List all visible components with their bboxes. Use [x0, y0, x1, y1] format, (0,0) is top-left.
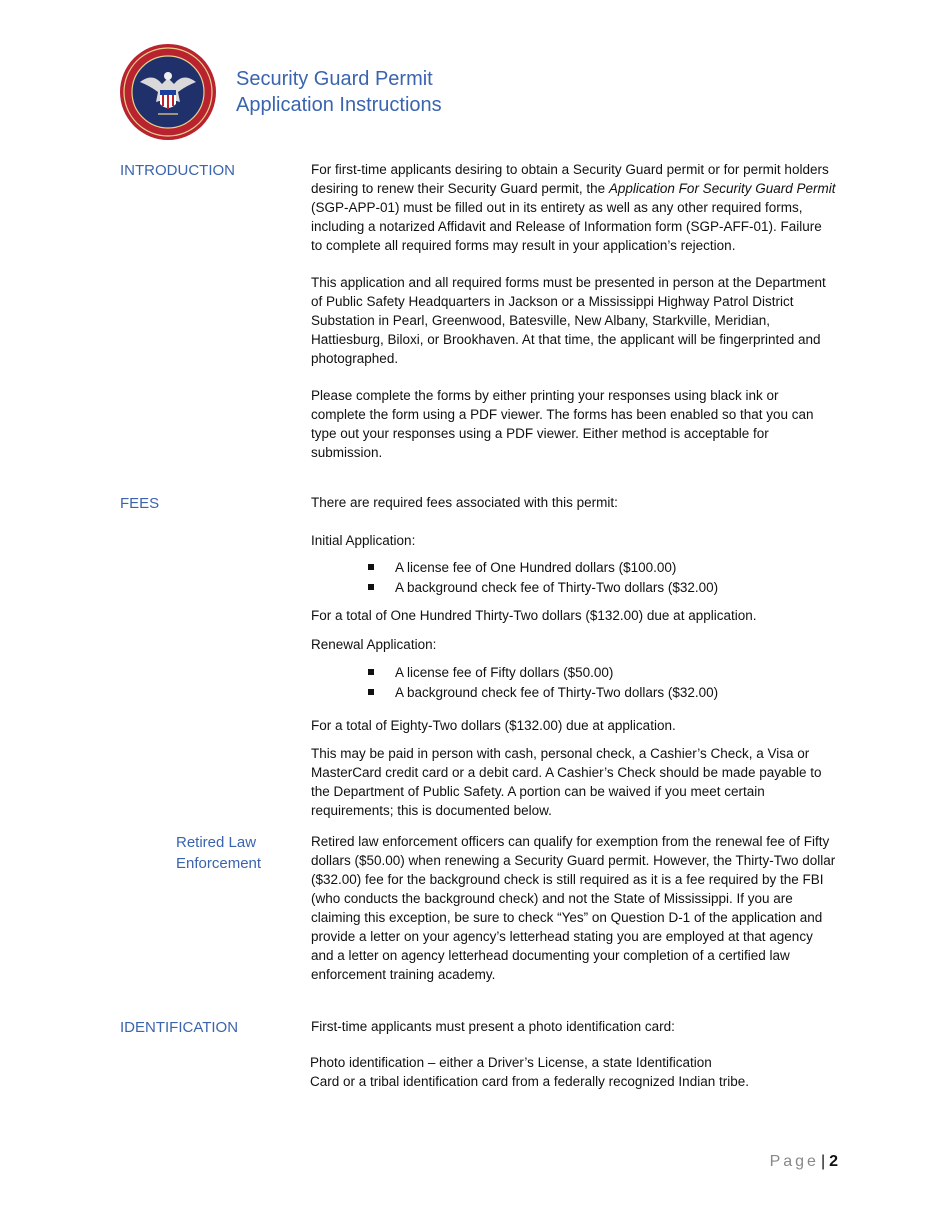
department-seal-logo	[118, 42, 218, 142]
renewal-application-heading: Renewal Application:	[311, 637, 437, 652]
title-line-2: Application Instructions	[236, 94, 442, 116]
section-label-identification: IDENTIFICATION	[120, 1019, 239, 1036]
section-label-introduction: INTRODUCTION	[120, 162, 235, 179]
introduction-body	[311, 160, 836, 462]
list-item: A background check fee of Thirty-Two dollars ($32.00)	[311, 683, 718, 703]
section-label-fees: FEES	[120, 495, 160, 512]
page-footer: Page | 2	[769, 1153, 838, 1170]
intro-paragraph-1: For first-time applicants desiring to obtain a Security Guard permit or for permit holders desiring to renew their Security Guard permit, the Application For Security Guard Permit (SGP-APP-01) must be filled out in its entirety as well as any other required forms, including a notarized Affidavit and Release of Information form (SGP-AFF-01). Failure to complete all required forms may result in your application’s rejection.	[311, 162, 836, 253]
identification-intro: First-time applicants must present a photo identification card:	[311, 1019, 675, 1034]
fees-intro: There are required fees associated with this permit:	[311, 495, 618, 510]
list-item: A background check fee of Thirty-Two dollars ($32.00)	[311, 578, 718, 598]
payment-paragraph: This may be paid in person with cash, personal check, a Cashier’s Check, a Visa or MasterCard credit card or a debit card. A Cashier’s Check should be made payable to the Department of Public Safety. A portion can be waived if you meet certain requirements; this is documented below.	[311, 746, 822, 818]
intro-paragraph-2: This application and all required forms must be presented in person at the Department of Public Safety Headquarters in Jackson or a Mississippi Highway Patrol District Substation in Pearl, Greenwood, Batesville, New Albany, Starkville, Meridian, Hattiesburg, Biloxi, or Brookhaven. At that time, the applicant will be fingerprinted and photographed.	[311, 275, 826, 366]
page-number: 2	[829, 1153, 838, 1170]
list-item: A license fee of Fifty dollars ($50.00)	[311, 663, 718, 683]
initial-total: For a total of One Hundred Thirty-Two dollars ($132.00) due at application.	[311, 608, 757, 623]
form-title-italic: Application For Security Guard Permit	[608, 181, 836, 196]
initial-application-heading: Initial Application:	[311, 533, 416, 548]
page-word: Page	[769, 1153, 819, 1170]
subsection-label-retired-law-enforcement: Retired Law Enforcement	[176, 834, 262, 872]
list-item: A license fee of One Hundred dollars ($100.00)	[311, 558, 718, 578]
document-title	[236, 66, 442, 118]
retired-paragraph: Retired law enforcement officers can qualify for exemption from the renewal fee of Fifty dollars ($50.00) when renewing a Security Guard permit. However, the Thirty-Two dollar ($32.00) fee for the background check is still required as it is a fee required by the FBI (who conducts the background check) and not the State of Mississippi. If you are claiming this exception, be sure to check “Yes” on Question D-1 of the application and provide a letter on your agency’s letterhead stating you are employed at that agency and a letter on agency letterhead documenting your completion of a certified law enforcement training academy.	[311, 834, 836, 982]
title-line-1: Security Guard Permit	[236, 68, 433, 90]
initial-fee-list	[311, 558, 718, 598]
intro-paragraph-3: Please complete the forms by either printing your responses using black ink or complete the form using a PDF viewer. The forms has been enabled so that you can type out your responses using a PDF viewer. Either method is acceptable for submission.	[311, 388, 814, 460]
renewal-fee-list	[311, 663, 718, 703]
identification-details: Photo identification – either a Driver’s License, a state Identification Card or a tribal identification card from a federally recognized Indian tribe.	[310, 1055, 749, 1089]
renewal-total: For a total of Eighty-Two dollars ($132.00) due at application.	[311, 718, 676, 733]
